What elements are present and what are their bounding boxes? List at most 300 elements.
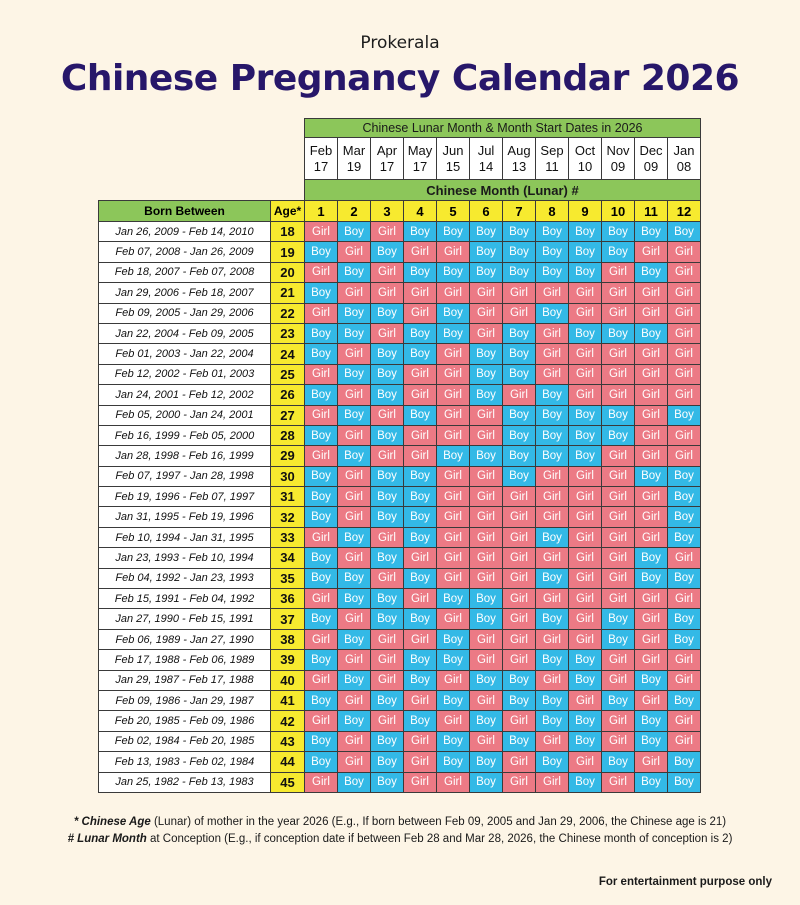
gender-cell: Girl — [437, 772, 470, 792]
gender-cell: Boy — [437, 731, 470, 751]
gender-cell: Girl — [602, 364, 635, 384]
gender-cell: Girl — [503, 650, 536, 670]
age-footnote-text: (Lunar) of mother in the year 2026 (E.g., If born between Feb 09, 2005 and Jan 29, 2006, the Chinese age is 21) — [150, 816, 727, 828]
gender-cell: Boy — [503, 425, 536, 445]
gender-cell: Girl — [536, 364, 569, 384]
table-row — [99, 690, 701, 710]
table-row — [99, 711, 701, 731]
gender-cell: Girl — [470, 466, 503, 486]
gender-cell: Girl — [404, 425, 437, 445]
gender-cell: Boy — [503, 690, 536, 710]
gender-cell: Girl — [635, 487, 668, 507]
born-between-cell: Feb 01, 2003 - Jan 22, 2004 — [99, 344, 271, 364]
gender-cell: Boy — [404, 711, 437, 731]
gender-cell: Boy — [503, 262, 536, 282]
gender-cell: Boy — [338, 772, 371, 792]
born-between-cell: Jan 22, 2004 - Feb 09, 2005 — [99, 323, 271, 343]
gender-cell: Girl — [635, 446, 668, 466]
month-start-dates-row — [99, 138, 701, 180]
gender-cell: Boy — [635, 731, 668, 751]
lunar-month-number: 12 — [668, 201, 701, 222]
gender-cell: Boy — [470, 344, 503, 364]
age-cell: 27 — [271, 405, 305, 425]
gender-cell: Girl — [635, 303, 668, 323]
gender-cell: Girl — [668, 650, 701, 670]
lunar-month-number: 6 — [470, 201, 503, 222]
gender-cell: Boy — [338, 303, 371, 323]
born-between-cell: Feb 09, 2005 - Jan 29, 2006 — [99, 303, 271, 323]
gender-cell: Girl — [668, 323, 701, 343]
age-cell: 20 — [271, 262, 305, 282]
age-header: Age* — [271, 201, 305, 222]
born-between-cell: Jan 25, 1982 - Feb 13, 1983 — [99, 772, 271, 792]
table-row — [99, 507, 701, 527]
gender-cell: Boy — [371, 344, 404, 364]
gender-cell: Girl — [569, 364, 602, 384]
age-cell: 30 — [271, 466, 305, 486]
born-between-cell: Jan 23, 1993 - Feb 10, 1994 — [99, 548, 271, 568]
page-title: Chinese Pregnancy Calendar 2026 — [60, 58, 740, 99]
gender-cell: Girl — [338, 283, 371, 303]
month-start-3 — [371, 138, 404, 180]
gender-cell: Girl — [503, 589, 536, 609]
gender-cell: Boy — [635, 772, 668, 792]
gender-cell: Girl — [404, 242, 437, 262]
gender-cell: Boy — [437, 690, 470, 710]
gender-cell: Boy — [437, 589, 470, 609]
lunar-month-banner: Chinese Lunar Month & Month Start Dates in 2026 — [305, 119, 701, 138]
gender-cell: Boy — [635, 222, 668, 242]
gender-cell: Boy — [470, 670, 503, 690]
gender-cell: Girl — [404, 364, 437, 384]
gender-cell: Boy — [371, 752, 404, 772]
month-day: 10 — [577, 158, 593, 174]
lunar-month-number: 8 — [536, 201, 569, 222]
table-row — [99, 650, 701, 670]
born-between-cell: Feb 05, 2000 - Jan 24, 2001 — [99, 405, 271, 425]
gender-cell: Girl — [437, 242, 470, 262]
gender-cell: Girl — [305, 772, 338, 792]
month-start-1 — [305, 138, 338, 180]
born-between-cell: Jan 29, 1987 - Feb 17, 1988 — [99, 670, 271, 690]
gender-cell: Boy — [404, 466, 437, 486]
gender-cell: Boy — [437, 752, 470, 772]
gender-cell: Girl — [602, 772, 635, 792]
gender-cell: Boy — [635, 548, 668, 568]
gender-cell: Girl — [470, 568, 503, 588]
gender-cell: Girl — [404, 446, 437, 466]
born-between-cell: Feb 07, 1997 - Jan 28, 1998 — [99, 466, 271, 486]
gender-cell: Boy — [602, 222, 635, 242]
gender-cell: Boy — [536, 752, 569, 772]
age-cell: 36 — [271, 589, 305, 609]
gender-cell: Girl — [503, 752, 536, 772]
gender-cell: Girl — [602, 262, 635, 282]
table-row — [99, 425, 701, 445]
gender-cell: Boy — [470, 752, 503, 772]
gender-cell: Girl — [437, 405, 470, 425]
gender-cell: Girl — [668, 589, 701, 609]
month-name: Jun — [442, 142, 464, 158]
age-cell: 34 — [271, 548, 305, 568]
gender-cell: Girl — [602, 507, 635, 527]
gender-cell: Girl — [602, 589, 635, 609]
gender-cell: Boy — [503, 364, 536, 384]
gender-cell: Boy — [635, 262, 668, 282]
gender-cell: Boy — [602, 323, 635, 343]
gender-cell: Boy — [503, 446, 536, 466]
gender-cell: Girl — [635, 405, 668, 425]
month-name: Nov — [606, 142, 630, 158]
gender-cell: Boy — [470, 589, 503, 609]
gender-cell: Girl — [536, 344, 569, 364]
gender-cell: Boy — [371, 609, 404, 629]
lunar-month-number: 3 — [371, 201, 404, 222]
age-cell: 21 — [271, 283, 305, 303]
gender-cell: Boy — [470, 446, 503, 466]
gender-cell: Boy — [371, 364, 404, 384]
disclaimer: For entertainment purpose only — [598, 876, 772, 888]
gender-cell: Boy — [602, 752, 635, 772]
month-start-10 — [602, 138, 635, 180]
gender-cell: Boy — [305, 731, 338, 751]
month-name: Apr — [376, 142, 398, 158]
lunar-month-number: 9 — [569, 201, 602, 222]
gender-cell: Girl — [338, 752, 371, 772]
gender-cell: Boy — [602, 690, 635, 710]
age-cell: 43 — [271, 731, 305, 751]
gender-cell: Girl — [404, 772, 437, 792]
lunar-month-header: Chinese Month (Lunar) # — [305, 180, 701, 201]
gender-cell: Boy — [371, 507, 404, 527]
gender-cell: Girl — [536, 548, 569, 568]
gender-cell: Boy — [371, 731, 404, 751]
month-day: 08 — [676, 158, 692, 174]
born-between-cell: Feb 20, 1985 - Feb 09, 1986 — [99, 711, 271, 731]
gender-cell: Boy — [371, 425, 404, 445]
born-between-cell: Feb 19, 1996 - Feb 07, 1997 — [99, 487, 271, 507]
gender-cell: Girl — [470, 425, 503, 445]
pregnancy-calendar-table — [98, 118, 701, 793]
gender-cell: Girl — [437, 344, 470, 364]
month-day: 09 — [610, 158, 626, 174]
gender-cell: Girl — [635, 385, 668, 405]
gender-cell: Boy — [668, 466, 701, 486]
month-day: 17 — [379, 158, 395, 174]
gender-cell: Boy — [668, 487, 701, 507]
gender-cell: Girl — [305, 262, 338, 282]
age-cell: 45 — [271, 772, 305, 792]
gender-cell: Boy — [338, 527, 371, 547]
month-start-7 — [503, 138, 536, 180]
gender-cell: Boy — [503, 466, 536, 486]
age-cell: 37 — [271, 609, 305, 629]
gender-cell: Girl — [536, 629, 569, 649]
gender-cell: Boy — [371, 385, 404, 405]
born-between-cell: Jan 28, 1998 - Feb 16, 1999 — [99, 446, 271, 466]
gender-cell: Boy — [404, 507, 437, 527]
month-day: 09 — [643, 158, 659, 174]
gender-cell: Girl — [602, 548, 635, 568]
gender-cell: Boy — [305, 507, 338, 527]
gender-cell: Girl — [602, 487, 635, 507]
month-name: Jan — [673, 142, 695, 158]
gender-cell: Boy — [305, 548, 338, 568]
gender-cell: Girl — [668, 364, 701, 384]
gender-cell: Boy — [569, 670, 602, 690]
gender-cell: Boy — [470, 364, 503, 384]
gender-cell: Boy — [305, 568, 338, 588]
lunar-month-number: 7 — [503, 201, 536, 222]
gender-cell: Boy — [371, 690, 404, 710]
gender-cell: Boy — [305, 344, 338, 364]
gender-cell: Girl — [503, 548, 536, 568]
gender-cell: Girl — [371, 670, 404, 690]
born-between-cell: Jan 24, 2001 - Feb 12, 2002 — [99, 385, 271, 405]
gender-cell: Boy — [371, 487, 404, 507]
gender-cell: Girl — [668, 303, 701, 323]
gender-cell: Boy — [437, 303, 470, 323]
born-between-cell: Feb 17, 1988 - Feb 06, 1989 — [99, 650, 271, 670]
gender-cell: Boy — [503, 323, 536, 343]
gender-cell: Girl — [437, 283, 470, 303]
gender-cell: Girl — [569, 548, 602, 568]
gender-cell: Boy — [305, 283, 338, 303]
gender-cell: Girl — [569, 589, 602, 609]
born-between-cell: Feb 16, 1999 - Feb 05, 2000 — [99, 425, 271, 445]
gender-cell: Girl — [437, 466, 470, 486]
month-day: 19 — [346, 158, 362, 174]
gender-cell: Girl — [503, 609, 536, 629]
gender-cell: Boy — [338, 405, 371, 425]
month-start-5 — [437, 138, 470, 180]
gender-cell: Girl — [470, 731, 503, 751]
gender-cell: Girl — [569, 385, 602, 405]
table-row — [99, 446, 701, 466]
gender-cell: Girl — [668, 711, 701, 731]
gender-cell: Girl — [305, 629, 338, 649]
gender-cell: Boy — [503, 670, 536, 690]
gender-cell: Girl — [602, 650, 635, 670]
table-row — [99, 385, 701, 405]
gender-cell: Boy — [305, 242, 338, 262]
gender-cell: Boy — [470, 385, 503, 405]
gender-cell: Girl — [437, 711, 470, 731]
gender-cell: Girl — [437, 385, 470, 405]
gender-cell: Girl — [470, 690, 503, 710]
age-cell: 29 — [271, 446, 305, 466]
gender-cell: Girl — [569, 283, 602, 303]
gender-cell: Girl — [602, 466, 635, 486]
gender-cell: Boy — [569, 323, 602, 343]
gender-cell: Girl — [635, 364, 668, 384]
gender-cell: Boy — [602, 629, 635, 649]
month-footnote — [0, 831, 800, 848]
month-day: 13 — [511, 158, 527, 174]
age-cell: 33 — [271, 527, 305, 547]
gender-cell: Girl — [437, 507, 470, 527]
gender-cell: Boy — [371, 772, 404, 792]
gender-cell: Boy — [569, 405, 602, 425]
age-cell: 38 — [271, 629, 305, 649]
month-name: Feb — [309, 142, 333, 158]
gender-cell: Girl — [635, 425, 668, 445]
age-cell: 24 — [271, 344, 305, 364]
gender-cell: Girl — [404, 548, 437, 568]
table-row — [99, 466, 701, 486]
gender-cell: Girl — [569, 303, 602, 323]
lunar-month-number: 1 — [305, 201, 338, 222]
gender-cell: Girl — [503, 527, 536, 547]
gender-cell: Boy — [569, 772, 602, 792]
gender-cell: Girl — [338, 487, 371, 507]
lunar-month-number: 10 — [602, 201, 635, 222]
gender-cell: Girl — [536, 507, 569, 527]
table-row — [99, 283, 701, 303]
gender-cell: Boy — [437, 629, 470, 649]
gender-cell: Girl — [635, 609, 668, 629]
month-name: Sep — [540, 142, 564, 158]
lunar-month-number: 11 — [635, 201, 668, 222]
gender-cell: Girl — [305, 711, 338, 731]
gender-cell: Boy — [305, 752, 338, 772]
gender-cell: Boy — [404, 650, 437, 670]
gender-cell: Boy — [602, 609, 635, 629]
gender-cell: Boy — [305, 609, 338, 629]
gender-cell: Girl — [569, 609, 602, 629]
gender-cell: Girl — [602, 568, 635, 588]
lunar-header-row — [99, 180, 701, 201]
born-between-cell: Feb 18, 2007 - Feb 07, 2008 — [99, 262, 271, 282]
gender-cell: Boy — [338, 568, 371, 588]
month-name: Dec — [639, 142, 663, 158]
month-name: Aug — [507, 142, 531, 158]
table-row — [99, 344, 701, 364]
gender-cell: Girl — [305, 446, 338, 466]
gender-cell: Girl — [503, 711, 536, 731]
gender-cell: Boy — [437, 222, 470, 242]
month-start-11 — [635, 138, 668, 180]
gender-cell: Boy — [668, 609, 701, 629]
gender-cell: Boy — [635, 323, 668, 343]
month-name: May — [407, 142, 433, 158]
gender-cell: Girl — [503, 507, 536, 527]
gender-cell: Boy — [602, 242, 635, 262]
born-between-cell: Feb 07, 2008 - Jan 26, 2009 — [99, 242, 271, 262]
gender-cell: Boy — [668, 527, 701, 547]
gender-cell: Boy — [503, 405, 536, 425]
gender-cell: Girl — [371, 222, 404, 242]
gender-cell: Girl — [536, 589, 569, 609]
age-cell: 26 — [271, 385, 305, 405]
gender-cell: Girl — [371, 323, 404, 343]
gender-cell: Girl — [338, 731, 371, 751]
gender-cell: Girl — [338, 242, 371, 262]
lunar-month-number: 4 — [404, 201, 437, 222]
banner-row — [99, 119, 701, 138]
gender-cell: Girl — [536, 283, 569, 303]
gender-cell: Girl — [602, 303, 635, 323]
gender-cell: Boy — [437, 323, 470, 343]
gender-cell: Girl — [371, 711, 404, 731]
gender-cell: Girl — [371, 527, 404, 547]
gender-cell: Girl — [569, 568, 602, 588]
gender-cell: Girl — [470, 527, 503, 547]
gender-cell: Girl — [602, 731, 635, 751]
gender-cell: Girl — [404, 589, 437, 609]
gender-cell: Boy — [371, 466, 404, 486]
gender-cell: Girl — [437, 425, 470, 445]
column-header-row — [99, 201, 701, 222]
gender-cell: Girl — [305, 303, 338, 323]
gender-cell: Girl — [437, 568, 470, 588]
gender-cell: Boy — [338, 262, 371, 282]
gender-cell: Girl — [503, 629, 536, 649]
gender-cell: Boy — [569, 650, 602, 670]
gender-cell: Boy — [305, 487, 338, 507]
born-between-cell: Feb 10, 1994 - Jan 31, 1995 — [99, 527, 271, 547]
gender-cell: Boy — [635, 466, 668, 486]
gender-cell: Boy — [536, 568, 569, 588]
gender-cell: Boy — [602, 405, 635, 425]
gender-cell: Girl — [503, 772, 536, 792]
age-cell: 39 — [271, 650, 305, 670]
gender-cell: Girl — [668, 731, 701, 751]
gender-cell: Girl — [404, 283, 437, 303]
age-cell: 25 — [271, 364, 305, 384]
gender-cell: Boy — [404, 527, 437, 547]
gender-cell: Boy — [404, 262, 437, 282]
gender-cell: Boy — [470, 262, 503, 282]
gender-cell: Girl — [635, 650, 668, 670]
gender-cell: Boy — [536, 242, 569, 262]
born-between-header: Born Between — [99, 201, 271, 222]
gender-cell: Girl — [536, 323, 569, 343]
gender-cell: Girl — [668, 262, 701, 282]
gender-cell: Girl — [371, 283, 404, 303]
month-day: 17 — [313, 158, 329, 174]
born-between-cell: Feb 13, 1983 - Feb 02, 1984 — [99, 752, 271, 772]
gender-cell: Boy — [503, 242, 536, 262]
gender-cell: Boy — [536, 650, 569, 670]
gender-cell: Boy — [437, 650, 470, 670]
gender-cell: Boy — [536, 222, 569, 242]
gender-cell: Girl — [602, 344, 635, 364]
gender-cell: Girl — [437, 527, 470, 547]
gender-cell: Girl — [503, 303, 536, 323]
gender-cell: Girl — [668, 425, 701, 445]
gender-cell: Boy — [305, 385, 338, 405]
gender-cell: Girl — [404, 731, 437, 751]
table-row — [99, 568, 701, 588]
gender-cell: Boy — [404, 344, 437, 364]
age-footnote-label: * Chinese Age — [73, 816, 151, 828]
gender-cell: Girl — [404, 629, 437, 649]
born-between-cell: Jan 27, 1990 - Feb 15, 1991 — [99, 609, 271, 629]
gender-cell: Girl — [437, 364, 470, 384]
month-name: Mar — [342, 142, 366, 158]
gender-cell: Boy — [404, 568, 437, 588]
gender-cell: Boy — [668, 568, 701, 588]
gender-cell: Girl — [338, 690, 371, 710]
gender-cell: Boy — [503, 344, 536, 364]
table-row — [99, 527, 701, 547]
table-row — [99, 364, 701, 384]
table-row — [99, 609, 701, 629]
age-cell: 28 — [271, 425, 305, 445]
gender-cell: Girl — [635, 629, 668, 649]
gender-cell: Boy — [602, 425, 635, 445]
